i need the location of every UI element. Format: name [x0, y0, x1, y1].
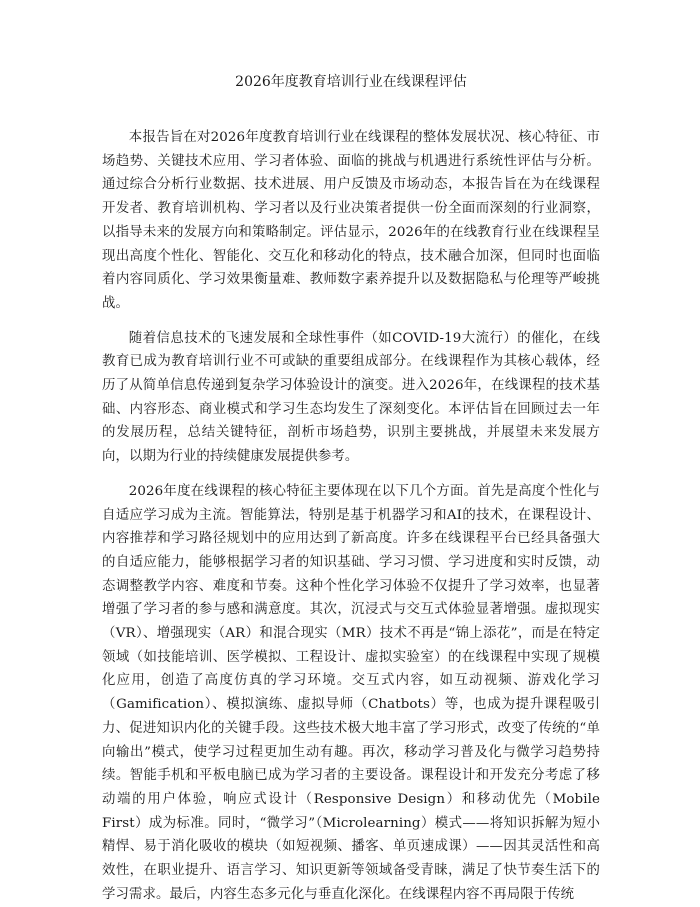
- paragraph-core-features: 2026年度在线课程的核心特征主要体现在以下几个方面。首先是高度个性化与自适应学习成为主流。智能算法，特别是基于机器学习和AI的技术，在课程设计、内容推荐和学习路径规划中的应用达到了新高度。许多在线课程平台已经具备强大的自适应能力，能够根据学习者的知识基础、学习习惯、学习进度和实时反馈，动态调整教学内容、难度和节奏。这种个性化学习体验不仅提升了学习效率，也显著增强了学习者的参与感和满意度。其次，沉浸式与交互式体验显著增强。虚拟现实（VR）、增强现实（AR）和混合现实（MR）技术不再是“锦上添花”，而是在特定领域（如技能培训、医学模拟、工程设计、虚拟实验室）的在线课程中实现了规模化应用，创造了高度仿真的学习环境。交互式内容，如互动视频、游戏化学习（Gamification）、模拟演练、虚拟导师（Chatbots）等，也成为提升课程吸引力、促进知识内化的关键手段。这些技术极大地丰富了学习形式，改变了传统的“单向输出”模式，使学习过程更加生动有趣。再次，移动学习普及化与微学习趋势持续。智能手机和平板电脑已成为学习者的主要设备。课程设计和开发充分考虑了移动端的用户体验，响应式设计（Responsive Design）和移动优先（Mobile First）成为标准。同时，“微学习”（Microlearning）模式——将知识拆解为短小精悍、易于消化吸收的模块（如短视频、播客、单页速成课）——因其灵活性和高效性，在职业提升、语言学习、知识更新等领域备受青睐，满足了快节奏生活下的学习需求。最后，内容生态多元化与垂直化深化。在线课程内容不再局限于传统: [102, 483, 600, 902]
- paragraph-summary: 本报告旨在对2026年度教育培训行业在线课程的整体发展状况、核心特征、市场趋势、关键技术应用、学习者体验、面临的挑战与机遇进行系统性评估与分析。通过综合分析行业数据、技术进展、用户反馈及市场动态，本报告旨在为在线课程开发者、教育培训机构、学习者以及行业决策者提供一份全面而深刻的行业洞察，以指导未来的发展方向和策略制定。评估显示，2026年的在线教育行业在线课程呈现出高度个性化、智能化、交互化和移动化的特点，技术融合加深，但同时也面临着内容同质化、学习效果衡量难、教师数字素养提升以及数据隐私与伦理等严峻挑战。: [102, 130, 600, 311]
- paragraph-background: 随着信息技术的飞速发展和全球性事件（如COVID-19大流行）的催化，在线教育已成为教育培训行业不可或缺的重要组成部分。在线课程作为其核心载体，经历了从简单信息传递到复杂学习体验设计的演变。进入2026年，在线课程的技术基础、内容形态、商业模式和学习生态均发生了深刻变化。本评估旨在回顾过去一年的发展历程，总结关键特征，剖析市场趋势，识别主要挑战，并展望未来发展方向，以期为行业的持续健康发展提供参考。: [102, 330, 600, 465]
- document-title: 2026年度教育培训行业在线课程评估: [235, 74, 467, 90]
